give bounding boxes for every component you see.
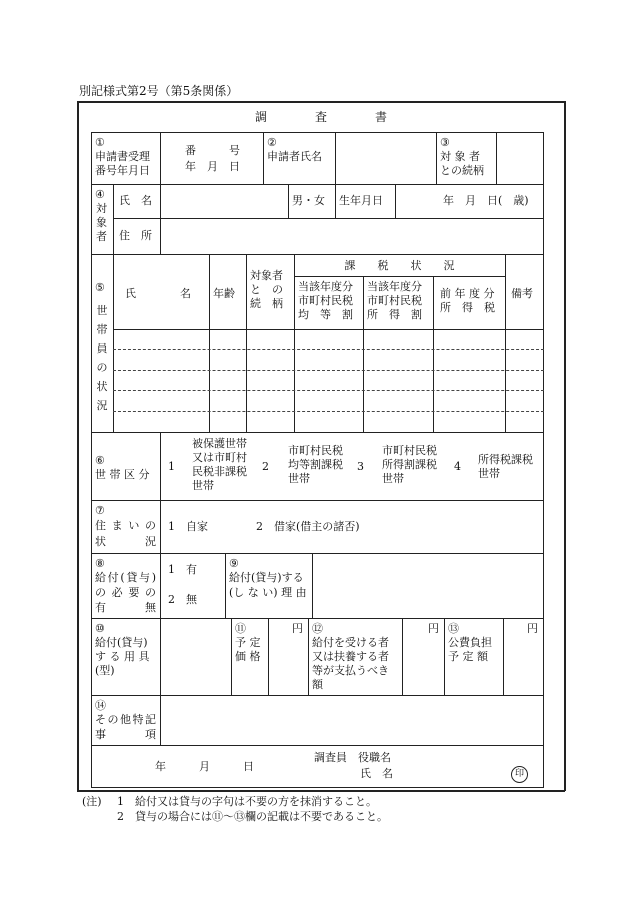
target-div2 [288, 184, 289, 218]
hh-col-relation: 対象者 と の 続 柄 [250, 269, 283, 310]
category-num: ⑥ [95, 454, 105, 467]
eq-div3 [268, 618, 269, 695]
public-label: 公費負担 予 定 額 [448, 636, 492, 663]
housing-opt2: 2 借家(借主の諸否) [256, 520, 360, 533]
row1-bottom [91, 184, 544, 185]
hh-tax3: 前 年 度 分 所 得 税 [440, 287, 495, 314]
category-opt1-no: 1 [168, 460, 175, 473]
necessity-div1 [160, 553, 161, 618]
target-div3 [335, 184, 336, 218]
necessity-label2: の 必 要 の [95, 586, 156, 599]
price-num: ⑪ [235, 622, 246, 635]
footer-investigator: 調査員 役職名 [314, 751, 391, 764]
hh-col-name: 氏 名 [125, 287, 191, 300]
target-address-label: 住 所 [119, 229, 152, 242]
eq-div5 [402, 618, 403, 695]
hh-dash-3 [113, 390, 544, 391]
category-opt1: 被保護世帯 又は市町村 民税非課税 世帯 [192, 437, 247, 492]
category-opt4: 所得税課税 世帯 [478, 453, 533, 480]
necessity-div2 [225, 553, 226, 618]
row1-div3 [335, 132, 336, 184]
hh-remarks: 備考 [511, 287, 533, 300]
row1-div1 [160, 132, 161, 184]
note-1: 1 給付又は貸与の字句は不要の方を抹消すること。 [117, 795, 377, 808]
housing-label1: 住 ま い の [95, 519, 156, 532]
hh-tax-header: 課 税 状 況 [344, 259, 455, 272]
target-label: 対 象 者 [96, 202, 107, 243]
household-bottom [91, 432, 544, 433]
category-div [160, 432, 161, 500]
necessity-num: ⑧ [95, 557, 105, 570]
household-num: ⑤ [95, 281, 105, 294]
target-div1 [160, 184, 161, 254]
household-label: 世 帯 員 の 状 況 [96, 304, 108, 412]
inner-top [91, 132, 544, 133]
price-label: 予 定 価 格 [235, 636, 261, 663]
target-name-label: 氏 名 [119, 194, 152, 207]
reason-num: ⑨ [229, 557, 239, 570]
necessity-bottom [91, 618, 544, 619]
footer-name-label: 氏 名 [360, 767, 393, 780]
relation-num: ③ [440, 136, 450, 149]
notes-prefix: (注) [82, 795, 102, 808]
target-div4 [395, 184, 396, 218]
equipment-bottom [91, 695, 544, 696]
target-num: ④ [95, 188, 105, 201]
document-title: 調 査 書 [254, 110, 387, 124]
category-opt2: 市町村民税 均等割課税 世帯 [288, 444, 343, 485]
seal-icon: 印 [511, 766, 528, 783]
necessity-label1: 給付(貸与) [95, 571, 156, 584]
target-birth-value: 年 月 日( 歳) [443, 194, 529, 207]
reason-label2: (し な い) 理 由 [229, 586, 307, 599]
hh-div0 [113, 254, 114, 432]
inner-right [543, 132, 544, 788]
housing-bottom [91, 553, 544, 554]
other-label2: 事 項 [95, 728, 156, 741]
inner-left [91, 132, 92, 788]
necessity-div3 [312, 553, 313, 618]
hh-dash-1 [113, 349, 544, 350]
row1-div4 [436, 132, 437, 184]
hh-tax2: 当該年度分 市町村民税 所 得 割 [367, 280, 422, 321]
necessity-yes: 1 有 [168, 563, 197, 576]
hh-dash-2 [113, 370, 544, 371]
eq-div2 [231, 618, 232, 695]
target-bottom [91, 254, 544, 255]
relation-label: 対 象 者 との続柄 [440, 150, 484, 177]
other-bottom [91, 745, 544, 746]
outer-bottom [77, 790, 565, 792]
necessity-label3: 有 無 [95, 601, 156, 614]
hh-div2 [246, 254, 247, 432]
hh-div1 [209, 254, 210, 432]
row1-div2 [263, 132, 264, 184]
hh-div6 [505, 254, 506, 432]
eq-div4 [308, 618, 309, 695]
form-id: 別記様式第2号（第5条関係） [79, 84, 239, 98]
hh-col-age: 年齢 [213, 287, 235, 300]
category-opt2-no: 2 [262, 460, 269, 473]
category-opt3-no: 3 [357, 460, 364, 473]
hh-div3 [294, 254, 295, 432]
outer-left [77, 101, 79, 791]
public-yen: 円 [527, 622, 538, 635]
equipment-num: ⑩ [95, 622, 105, 635]
reason-label1: 給付(貸与)する [229, 571, 304, 584]
category-bottom [91, 500, 544, 501]
applicant-label: 申請者氏名 [267, 150, 322, 163]
eq-div7 [503, 618, 504, 695]
row1-div5 [496, 132, 497, 184]
burden-yen: 円 [428, 622, 439, 635]
footer-date: 年 月 日 [155, 760, 254, 773]
category-opt3: 市町村民税 所得割課税 世帯 [382, 444, 437, 485]
target-mid [113, 218, 544, 219]
outer-top [77, 101, 565, 103]
hh-dash-4 [113, 411, 544, 412]
category-label: 世 帯 区 分 [95, 468, 150, 481]
housing-opt1: 1 自家 [168, 520, 208, 533]
receipt-label: 申請書受理 番号年月日 [95, 150, 150, 177]
category-opt4-no: 4 [454, 460, 461, 473]
hh-div5 [433, 276, 434, 432]
receipt-ymd: 年 月 日 [185, 160, 240, 173]
eq-div1 [160, 618, 161, 695]
receipt-bango: 番 号 [185, 144, 240, 157]
price-yen: 円 [292, 622, 303, 635]
other-num: ⑭ [95, 699, 106, 712]
target-birth-label: 生年月日 [339, 194, 383, 207]
footer-bottom [91, 787, 544, 788]
necessity-no: 2 無 [168, 593, 197, 606]
burden-num: ⑫ [312, 622, 323, 635]
equipment-label: 給付(貸与) す る 用 具 (型) [95, 636, 150, 677]
housing-div [160, 500, 161, 553]
receipt-num: ① [95, 136, 105, 149]
other-div [160, 695, 161, 745]
burden-label: 給付を受ける者 又は扶養する者 等が支払うべき 額 [312, 636, 389, 691]
note-2: 2 貸与の場合には⑪～⑬欄の記載は不要であること。 [117, 810, 388, 823]
hh-tax1: 当該年度分 市町村民税 均 等 割 [298, 280, 353, 321]
hh-header-bottom [113, 329, 544, 330]
eq-div6 [444, 618, 445, 695]
outer-right [564, 101, 566, 791]
target-div0 [113, 184, 114, 254]
other-label1: その他特記 [95, 713, 156, 726]
target-sex: 男・女 [292, 194, 325, 207]
hh-div4 [363, 276, 364, 432]
tax-header-line [294, 276, 505, 277]
applicant-num: ② [267, 136, 277, 149]
public-num: ⑬ [448, 622, 459, 635]
housing-num: ⑦ [95, 504, 105, 517]
housing-label2: 状 況 [95, 535, 156, 548]
